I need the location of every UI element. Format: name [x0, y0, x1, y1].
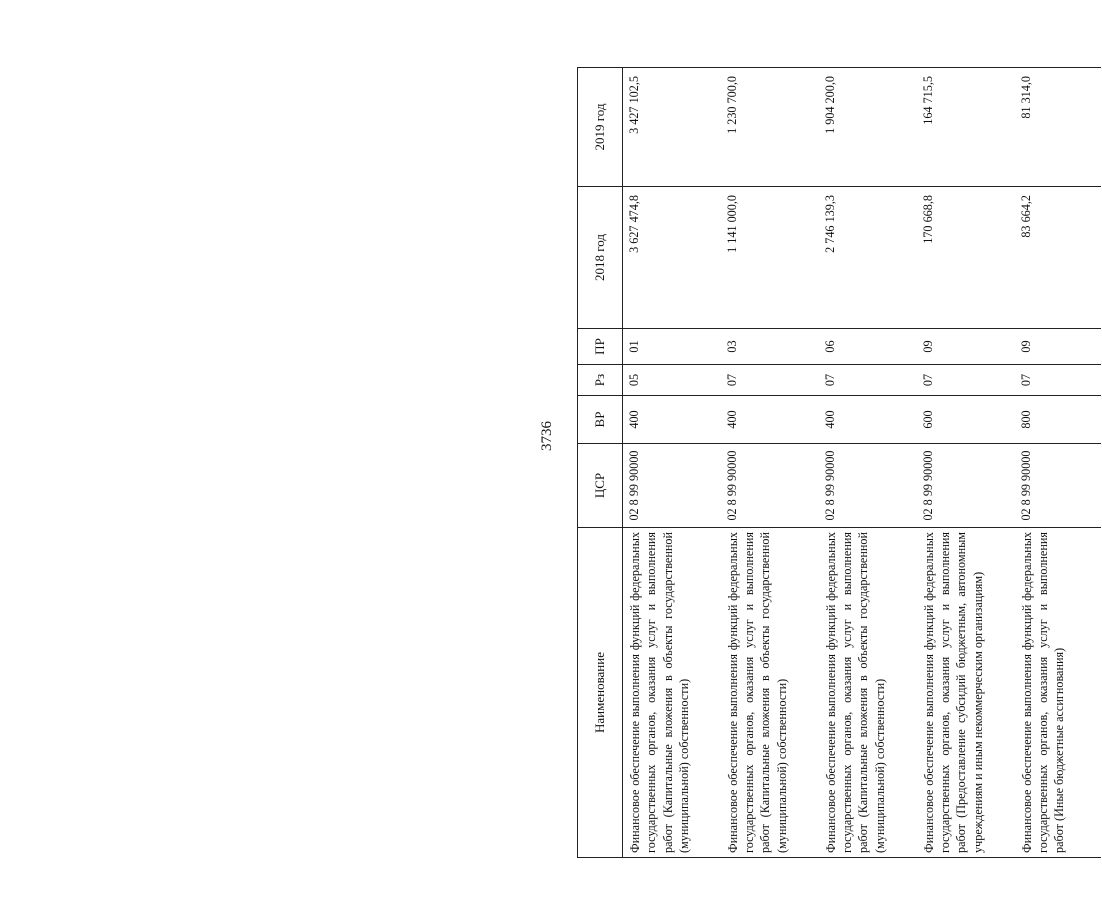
table-row	[917, 68, 1015, 858]
row-vr: 400	[623, 396, 721, 444]
row-csr: 02 8 99 90000	[721, 444, 819, 528]
row-rz: 05	[623, 365, 721, 396]
header-2018: 2018 год	[578, 187, 623, 329]
table-row	[819, 68, 917, 858]
header-vr: ВР	[578, 396, 623, 444]
row-vr: 400	[721, 396, 819, 444]
row-2019: 1 230 700,0	[721, 68, 819, 187]
row-rz: 07	[721, 365, 819, 396]
header-csr: ЦСР	[578, 444, 623, 528]
row-2019: 81 314,0	[1015, 68, 1101, 187]
table-row	[1015, 68, 1101, 858]
row-2018: 1 141 000,0	[721, 187, 819, 329]
row-2019: 1 904 200,0	[819, 68, 917, 187]
table-row	[623, 68, 721, 858]
row-pr: 03	[721, 329, 819, 365]
row-2018: 2 746 139,3	[819, 187, 917, 329]
row-pr: 09	[917, 329, 1015, 365]
budget-table	[577, 67, 1101, 858]
row-name: Финансовое обеспечение выполнения функций федеральных государственных органов, оказания услуг и выполнения работ (Иные бюджетные ассигнования)	[1015, 528, 1101, 858]
header-row	[578, 68, 623, 858]
row-rz: 07	[819, 365, 917, 396]
table-row	[721, 68, 819, 858]
header-rz: Рз	[578, 365, 623, 396]
header-pr: ПР	[578, 329, 623, 365]
row-name: Финансовое обеспечение выполнения функций федеральных государственных органов, оказания услуг и выполнения работ (Капитальные вложения в объекты государственной (муниципальной) собственности)	[721, 528, 819, 858]
row-vr: 400	[819, 396, 917, 444]
row-pr: 09	[1015, 329, 1101, 365]
row-csr: 02 8 99 90000	[917, 444, 1015, 528]
row-pr: 01	[623, 329, 721, 365]
row-2019: 3 427 102,5	[623, 68, 721, 187]
row-vr: 800	[1015, 396, 1101, 444]
row-rz: 07	[917, 365, 1015, 396]
row-2018: 170 668,8	[917, 187, 1015, 329]
header-2019: 2019 год	[578, 68, 623, 187]
row-2018: 3 627 474,8	[623, 187, 721, 329]
row-pr: 06	[819, 329, 917, 365]
row-name: Финансовое обеспечение выполнения функций федеральных государственных органов, оказания услуг и выполнения работ (Капитальные вложения в объекты государственной (муниципальной) собственности)	[819, 528, 917, 858]
row-csr: 02 8 99 90000	[623, 444, 721, 528]
row-name: Финансовое обеспечение выполнения функций федеральных государственных органов, оказания услуг и выполнения работ (Предоставление субсидий бюджетным, автономным учреждениям и иным некоммерческим организациям)	[917, 528, 1015, 858]
rotated-page	[539, 18, 1102, 858]
row-csr: 02 8 99 90000	[819, 444, 917, 528]
row-name: Финансовое обеспечение выполнения функций федеральных государственных органов, оказания услуг и выполнения работ (Капитальные вложения в объекты государственной (муниципальной) собственности)	[623, 528, 721, 858]
row-2018: 83 664,2	[1015, 187, 1101, 329]
row-2019: 164 715,5	[917, 68, 1015, 187]
header-name: Наименование	[578, 528, 623, 858]
row-vr: 600	[917, 396, 1015, 444]
page-number: 3736	[539, 421, 555, 451]
row-csr: 02 8 99 90000	[1015, 444, 1101, 528]
row-rz: 07	[1015, 365, 1101, 396]
